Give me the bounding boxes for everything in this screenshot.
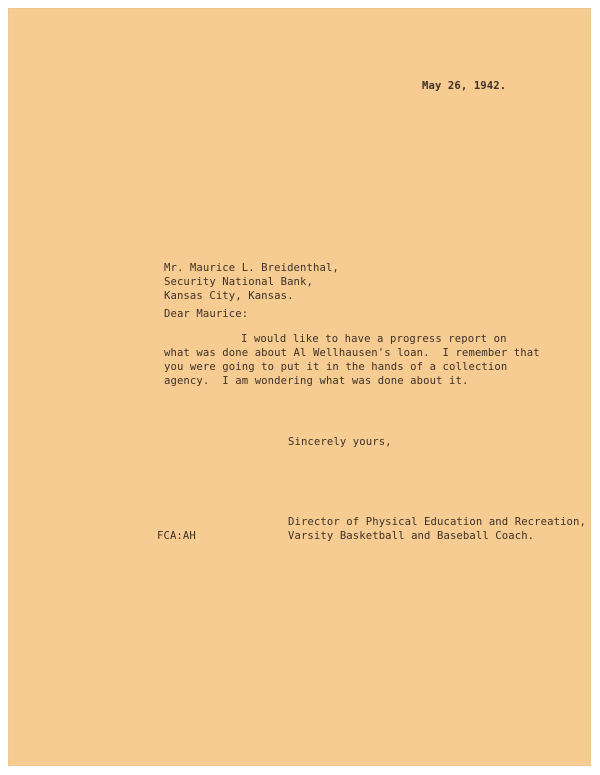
letter-body [164, 333, 540, 405]
body-line: agency. I am wondering what was done about it. [164, 375, 469, 387]
recipient-name: Mr. Maurice L. Breidenthal, [164, 262, 339, 274]
signature-title-line: Director of Physical Education and Recreation, [288, 516, 586, 528]
letter-page [8, 8, 591, 766]
body-line: you were going to put it in the hands of a collection [164, 361, 508, 373]
signature-title-line: Varsity Basketball and Baseball Coach. [288, 530, 535, 542]
reference-initials: FCA:AH [157, 530, 196, 542]
recipient-organization: Security National Bank, [164, 276, 313, 288]
closing: Sincerely yours, [288, 436, 392, 448]
recipient-location: Kansas City, Kansas. [164, 290, 294, 302]
salutation: Dear Maurice: [164, 308, 249, 320]
body-line: I would like to have a progress report on [241, 333, 507, 345]
letter-date: May 26, 1942. [422, 80, 507, 92]
signature-title-block [288, 516, 586, 564]
body-line: what was done about Al Wellhausen's loan. I remember that [164, 347, 540, 359]
